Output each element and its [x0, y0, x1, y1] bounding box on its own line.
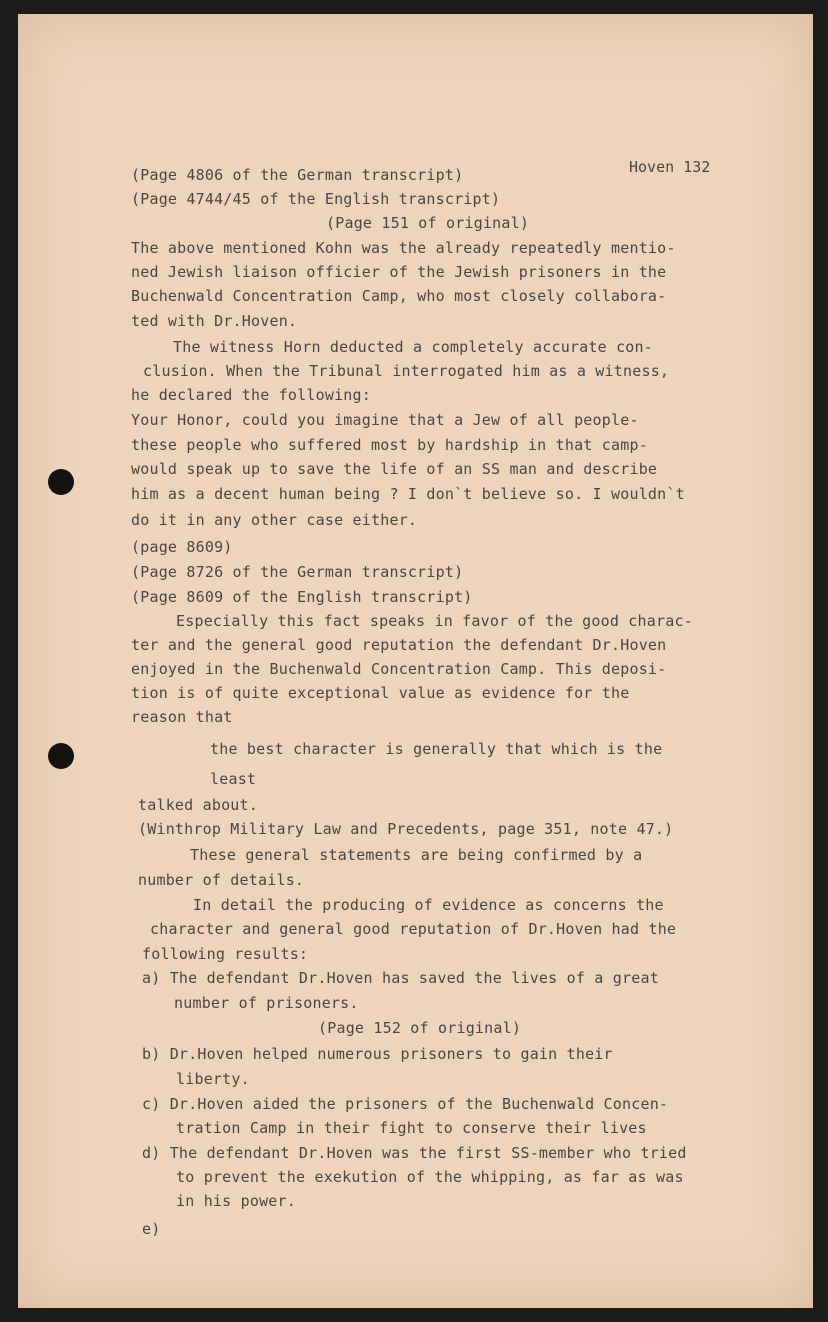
text-line: (Page 4744/45 of the English transcript) — [131, 190, 501, 208]
text-line: (Page 4806 of the German transcript) — [131, 166, 464, 184]
text-line: ted with Dr.Hoven. — [131, 312, 298, 330]
text-line: ned Jewish liaison officier of the Jewish prisoners in the — [131, 263, 667, 281]
text-line: These general statements are being confirmed by a — [190, 846, 643, 864]
text-line: e) — [142, 1220, 161, 1238]
text-line: number of prisoners. — [174, 994, 359, 1012]
text-line: the best character is generally that which is the — [210, 740, 663, 758]
text-line: (Page 151 of original) — [326, 214, 530, 232]
page-number: Hoven 132 — [629, 158, 711, 176]
text-line: (Page 8726 of the German transcript) — [131, 563, 464, 581]
text-line: tion is of quite exceptional value as evidence for the — [131, 684, 630, 702]
text-line: liberty. — [176, 1070, 250, 1088]
text-line: Buchenwald Concentration Camp, who most closely collabora- — [131, 287, 667, 305]
text-line: (Winthrop Military Law and Precedents, page 351, note 47.) — [138, 820, 674, 838]
text-line: The witness Horn deducted a completely accurate con- — [173, 338, 653, 356]
text-line: (Page 152 of original) — [318, 1019, 522, 1037]
text-line: enjoyed in the Buchenwald Concentration Camp. This deposi- — [131, 660, 667, 678]
text-line: to prevent the exekution of the whipping, as far as was — [176, 1168, 684, 1186]
text-line: c) Dr.Hoven aided the prisoners of the Buchenwald Concen- — [142, 1095, 669, 1113]
text-line: d) The defendant Dr.Hoven was the first SS-member who tried — [142, 1144, 687, 1162]
text-line: clusion. When the Tribunal interrogated him as a witness, — [143, 362, 670, 380]
text-line: ter and the general good reputation the defendant Dr.Hoven — [131, 636, 667, 654]
punch-hole — [48, 743, 74, 769]
text-line: in his power. — [176, 1192, 296, 1210]
text-line: character and general good reputation of Dr.Hoven had the — [150, 920, 677, 938]
text-line: The above mentioned Kohn was the already repeatedly mentio- — [131, 239, 676, 257]
text-line: Especially this fact speaks in favor of the good charac- — [176, 612, 693, 630]
text-line: In detail the producing of evidence as concerns the — [193, 896, 664, 914]
text-line: reason that — [131, 708, 233, 726]
punch-hole — [48, 469, 74, 495]
text-line: (page 8609) — [131, 538, 233, 556]
text-line: these people who suffered most by hardship in that camp- — [131, 436, 648, 454]
text-line: talked about. — [138, 796, 258, 814]
text-line: he declared the following: — [131, 386, 371, 404]
document-page — [18, 14, 813, 1308]
text-line: least — [210, 770, 257, 788]
text-line: tration Camp in their fight to conserve their lives — [176, 1119, 647, 1137]
text-line: (Page 8609 of the English transcript) — [131, 588, 473, 606]
text-line: would speak up to save the life of an SS man and describe — [131, 460, 658, 478]
text-line: following results: — [142, 945, 309, 963]
text-line: him as a decent human being ? I don`t believe so. I wouldn`t — [131, 485, 685, 503]
text-line: number of details. — [138, 871, 305, 889]
text-line: b) Dr.Hoven helped numerous prisoners to gain their — [142, 1045, 613, 1063]
text-line: a) The defendant Dr.Hoven has saved the lives of a great — [142, 969, 659, 987]
text-line: do it in any other case either. — [131, 511, 418, 529]
text-line: Your Honor, could you imagine that a Jew of all people- — [131, 411, 639, 429]
